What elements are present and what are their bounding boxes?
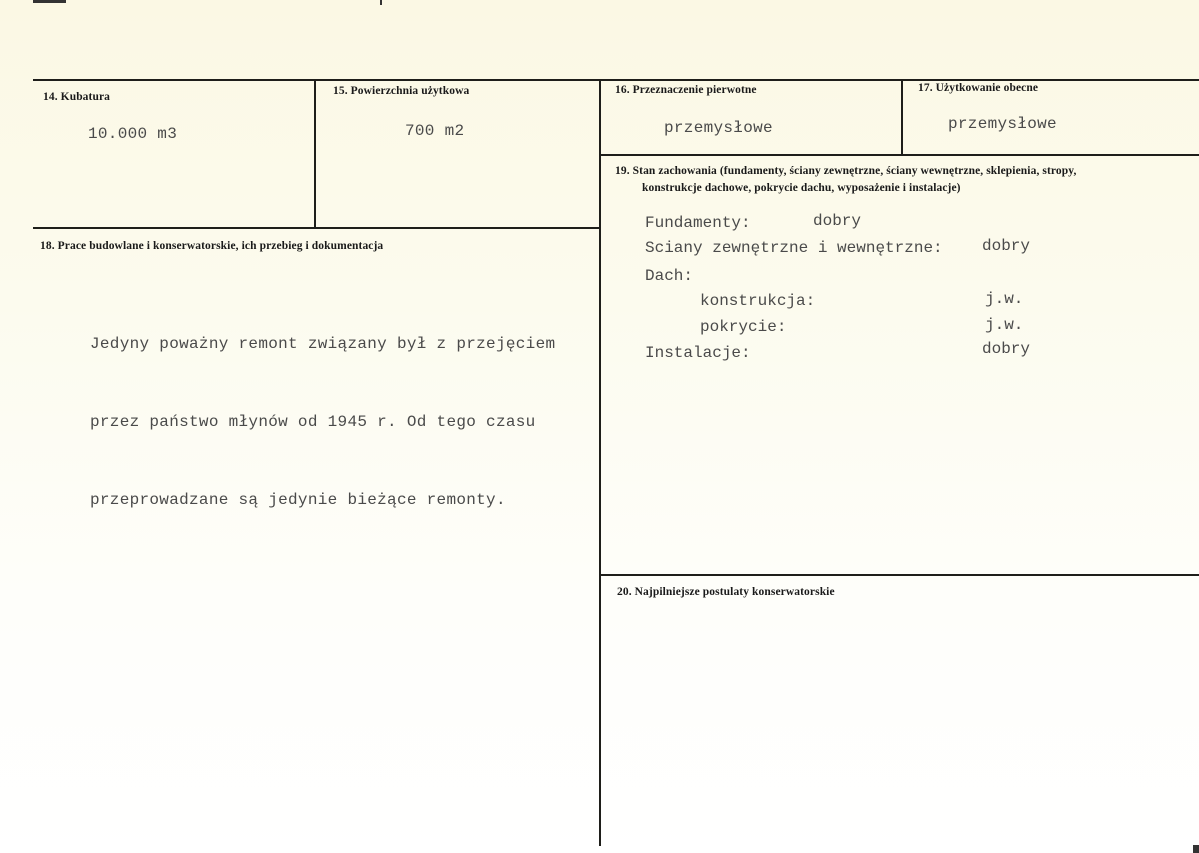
field-18-line: Jedyny poważny remont związany był z przejęciem bbox=[90, 335, 556, 353]
field-18-line: przeprowadzane są jedynie bieżące remonty. bbox=[90, 491, 506, 509]
top-center-tick bbox=[380, 0, 382, 5]
condition-value-instalacje: dobry bbox=[982, 340, 1031, 358]
divider-14-15 bbox=[314, 79, 316, 229]
condition-key-instalacje: Instalacje: bbox=[645, 344, 751, 362]
divider-main-vertical bbox=[599, 79, 601, 846]
divider-14-18 bbox=[33, 227, 601, 229]
condition-key-sciany: Sciany zewnętrzne i wewnętrzne: bbox=[645, 239, 943, 257]
field-14-label: 14. Kubatura bbox=[43, 91, 111, 103]
condition-key-pokrycie: pokrycie: bbox=[700, 318, 787, 336]
field-18-line: przez państwo młynów od 1945 r. Od tego czasu bbox=[90, 413, 536, 431]
field-20-label: 20. Najpilniejsze postulaty konserwatorskie bbox=[617, 586, 835, 598]
divider-19-20 bbox=[599, 574, 1199, 576]
field-17-label: 17. Użytkowanie obecne bbox=[918, 82, 1039, 94]
field-17-value: przemysłowe bbox=[948, 115, 1057, 133]
field-16-label: 16. Przeznaczenie pierwotne bbox=[615, 84, 757, 96]
top-edge-mark bbox=[33, 0, 66, 3]
condition-key-dach: Dach: bbox=[645, 267, 694, 285]
field-14-value: 10.000 m3 bbox=[88, 125, 178, 143]
condition-value-konstrukcja: j.w. bbox=[985, 290, 1024, 308]
condition-value-pokrycie: j.w. bbox=[985, 316, 1024, 334]
field-18-text bbox=[90, 279, 555, 565]
field-15-label: 15. Powierzchnia użytkowa bbox=[333, 85, 470, 97]
condition-value-fundamenty: dobry bbox=[813, 212, 862, 230]
divider-16-19 bbox=[599, 154, 1199, 156]
bottom-right-mark bbox=[1193, 845, 1199, 853]
divider-top bbox=[33, 79, 1199, 81]
condition-key-konstrukcja: konstrukcja: bbox=[700, 292, 816, 310]
field-18-label: 18. Prace budowlane i konserwatorskie, ich przebieg i dokumentacja bbox=[40, 240, 384, 252]
field-15-value: 700 m2 bbox=[405, 122, 465, 140]
condition-key-fundamenty: Fundamenty: bbox=[645, 214, 751, 232]
field-19-label-line1: 19. Stan zachowania (fundamenty, ściany zewnętrzne, ściany wewnętrzne, sklepienia, stropy, bbox=[615, 165, 1077, 177]
divider-16-17 bbox=[901, 79, 903, 156]
condition-value-sciany: dobry bbox=[982, 237, 1031, 255]
field-16-value: przemysłowe bbox=[664, 119, 773, 137]
field-19-label-line2: konstrukcje dachowe, pokrycie dachu, wyposażenie i instalacje) bbox=[642, 182, 961, 194]
